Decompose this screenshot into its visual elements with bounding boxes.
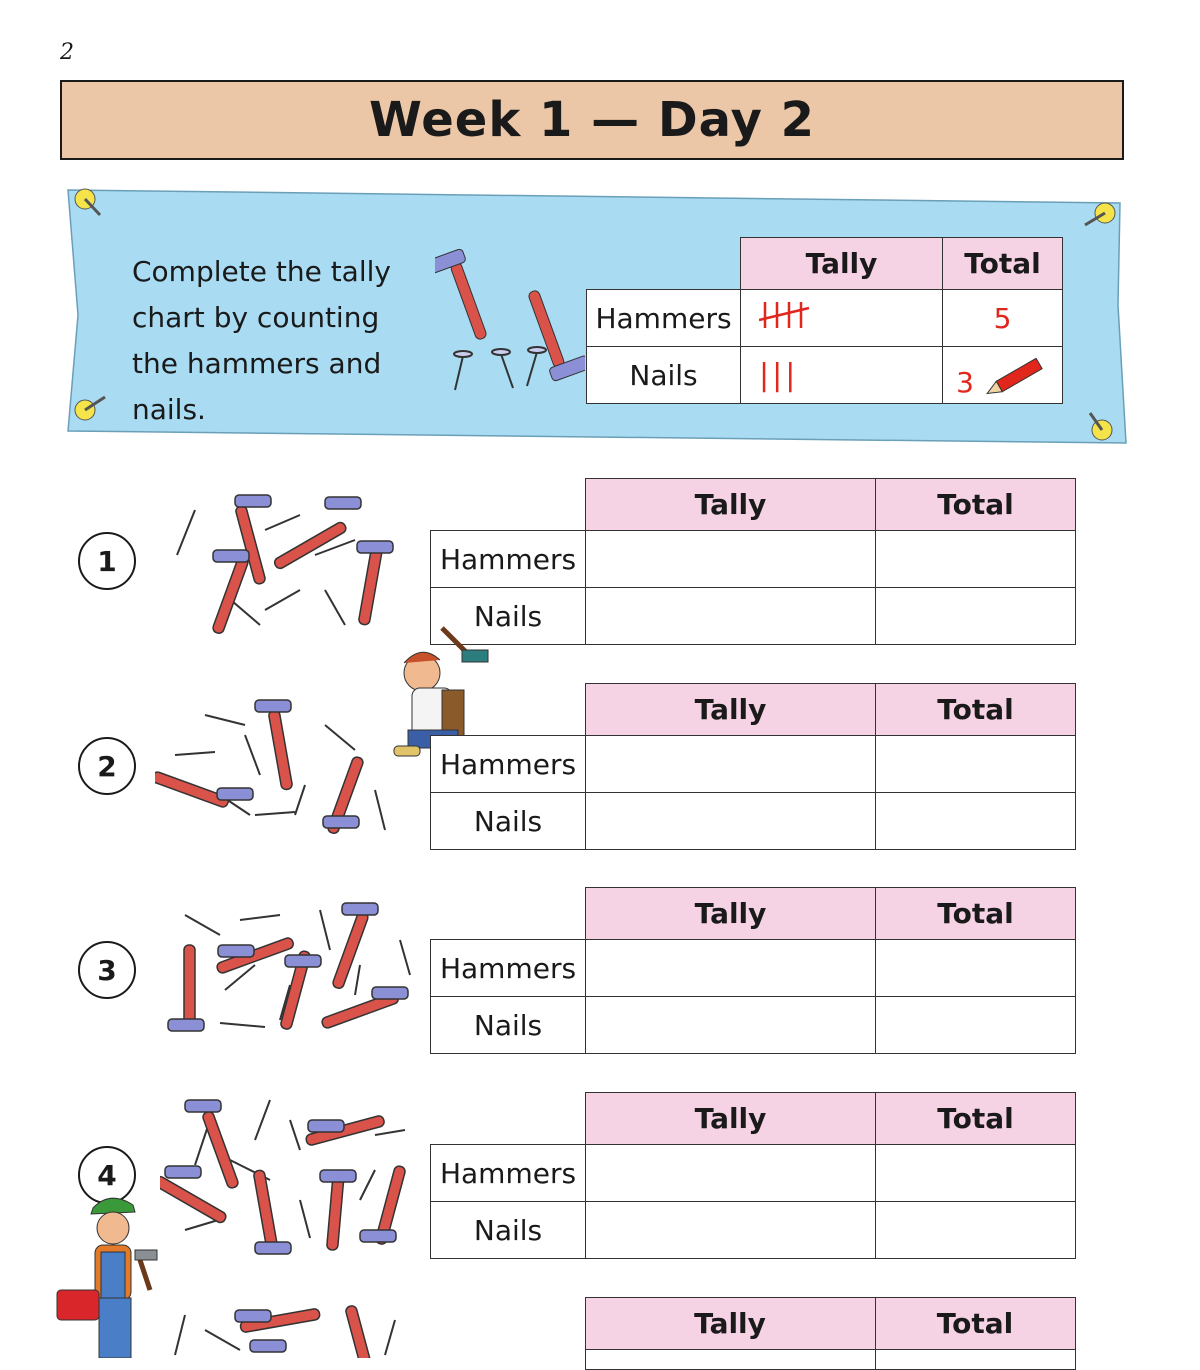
question-number: 1: [78, 532, 136, 590]
tally-header: Tally: [586, 888, 876, 940]
total-header: Total: [876, 479, 1076, 531]
total-answer-cell[interactable]: [876, 1145, 1076, 1202]
tally-answer-cell[interactable]: [586, 997, 876, 1054]
total-answer-cell[interactable]: [876, 736, 1076, 793]
question-number: 4: [78, 1146, 136, 1204]
tally-table: [430, 1297, 1076, 1370]
hammers-nails-illustration: [160, 1090, 425, 1260]
hammers-nails-illustration: [160, 895, 420, 1045]
example-tally-table: [586, 237, 1063, 404]
tally-header: Tally: [586, 479, 876, 531]
example-panel: [60, 185, 1130, 450]
tally-header: Tally: [585, 1298, 875, 1350]
tally-answer-cell[interactable]: [585, 1350, 875, 1370]
title-banner: [60, 80, 1124, 160]
hammers-nails-illustration: [155, 690, 400, 840]
tally-table: [430, 478, 1076, 645]
row-label-nails: Nails: [431, 793, 586, 850]
row-label-nails: Nails: [431, 997, 586, 1054]
row-label-hammers: Hammers: [431, 736, 586, 793]
page-number: 2: [60, 40, 74, 65]
builder-illustration: [55, 1190, 165, 1358]
example-hammers-nails-illustration: [435, 240, 585, 400]
total-header: Total: [876, 888, 1076, 940]
tally-answer-cell[interactable]: [586, 940, 876, 997]
total-header: Total: [943, 238, 1063, 290]
pencil-icon: [979, 358, 1049, 398]
row-label-nails: Nails: [587, 347, 741, 404]
page-title: Week 1 — Day 2: [369, 92, 815, 148]
total-nails-value: 3: [956, 365, 974, 399]
total-header: Total: [876, 684, 1076, 736]
tally-answer-cell[interactable]: [586, 736, 876, 793]
total-answer-cell[interactable]: [876, 940, 1076, 997]
tally-header: Tally: [586, 684, 876, 736]
row-label-hammers: Hammers: [431, 531, 586, 588]
hammers-nails-illustration: [165, 1300, 420, 1358]
tally-header: Tally: [586, 1093, 876, 1145]
tally-answer-cell[interactable]: [586, 588, 876, 645]
row-label-hammers: Hammers: [431, 940, 586, 997]
question-number: 2: [78, 737, 136, 795]
total-hammers: 5: [943, 290, 1063, 347]
row-label-hammers: Hammers: [587, 290, 741, 347]
tally-header: Tally: [741, 238, 943, 290]
tally-table: [430, 683, 1076, 850]
total-header: Total: [875, 1298, 1075, 1350]
tally-answer-cell[interactable]: [586, 1145, 876, 1202]
row-label-hammers: Hammers: [431, 1145, 586, 1202]
row-label-nails: Nails: [431, 588, 586, 645]
total-answer-cell[interactable]: [875, 1350, 1075, 1370]
total-answer-cell[interactable]: [876, 793, 1076, 850]
total-answer-cell[interactable]: [876, 1202, 1076, 1259]
total-header: Total: [876, 1093, 1076, 1145]
tally-table: [430, 1092, 1076, 1259]
tally-answer-cell[interactable]: [586, 793, 876, 850]
tally-answer-cell[interactable]: [586, 531, 876, 588]
total-answer-cell[interactable]: [876, 531, 1076, 588]
total-nails: [943, 347, 1063, 404]
question-number: 3: [78, 941, 136, 999]
tally-table: [430, 887, 1076, 1054]
instruction-text: Complete the tally chart by counting the hammers and nails.: [132, 255, 391, 426]
tally-answer-cell[interactable]: [586, 1202, 876, 1259]
tally-marks-hammers: [741, 290, 943, 347]
total-answer-cell[interactable]: [876, 997, 1076, 1054]
tally-marks-nails: |||: [741, 347, 943, 404]
total-answer-cell[interactable]: [876, 588, 1076, 645]
tally-five-icon: [759, 298, 819, 332]
row-label-nails: Nails: [431, 1202, 586, 1259]
